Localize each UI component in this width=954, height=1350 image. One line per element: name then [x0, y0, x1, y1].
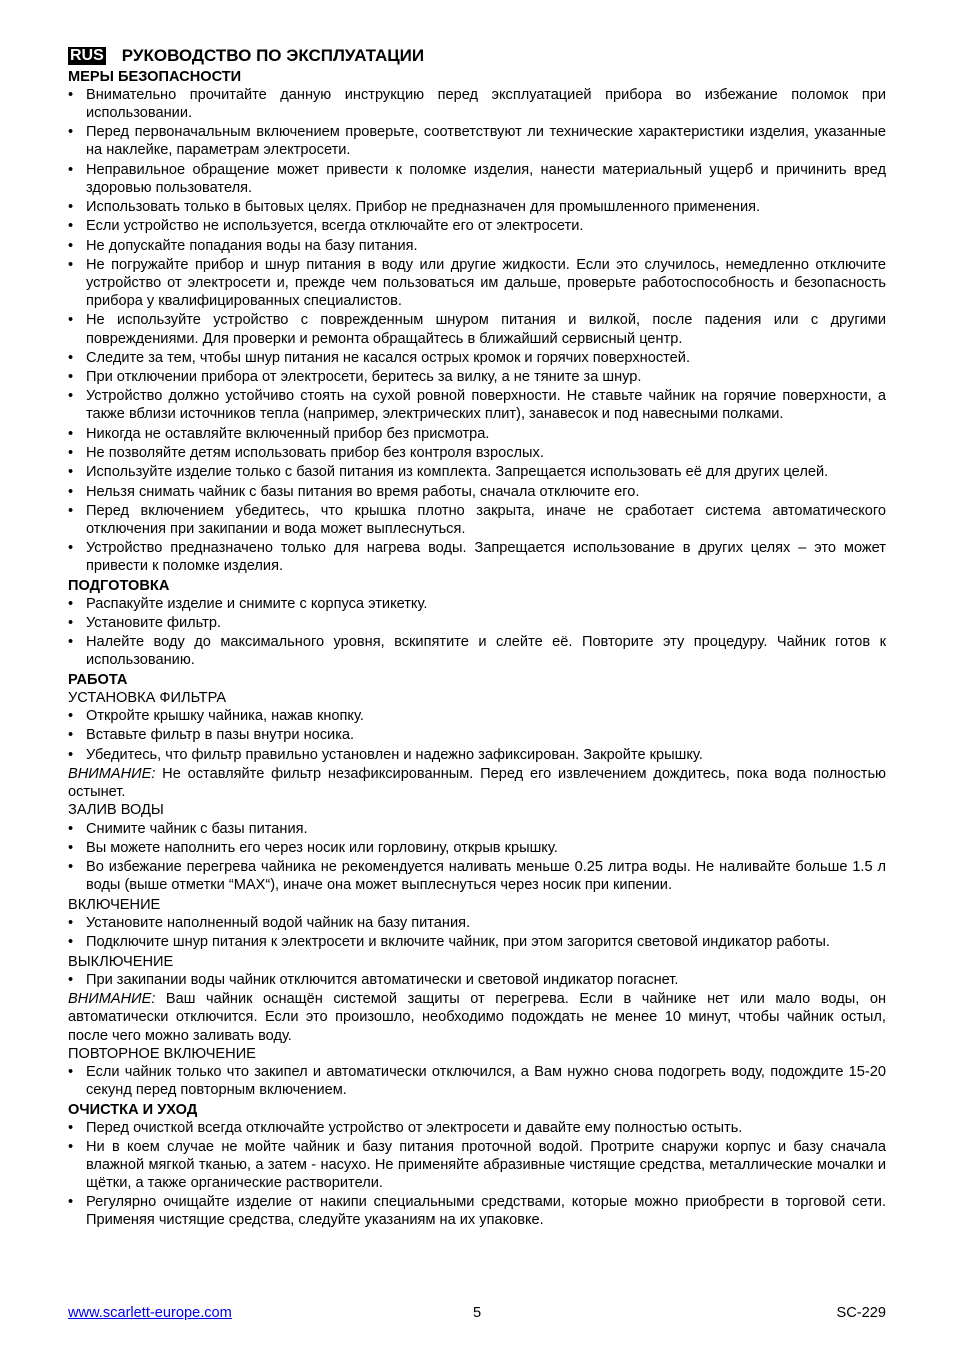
list-item: • Снимите чайник с базы питания.	[68, 820, 886, 838]
list-item: • Использовать только в бытовых целях. Прибор не предназначен для промышленного применения.	[68, 198, 886, 216]
list-item: • Распакуйте изделие и снимите с корпуса этикетку.	[68, 595, 886, 613]
off-note	[68, 990, 886, 1044]
language-badge: RUS	[70, 47, 104, 64]
list-item: • Следите за тем, чтобы шнур питания не касался острых кромок и горячих поверхностей.	[68, 349, 886, 367]
note-label: ВНИМАНИЕ:	[68, 991, 156, 1008]
list-item: • Если чайник только что закипел и автоматически отключился, а Вам нужно снова подогреть воду, подождите 15-20 секунд перед повторным включением.	[68, 1063, 886, 1099]
list-item: • Вы можете наполнить его через носик или горловину, открыв крышку.	[68, 839, 886, 857]
list-item: • Неправильное обращение может привести к поломке изделия, нанести материальный ущерб и причинить вред здоровью пользователя.	[68, 161, 886, 197]
list-item: • Ни в коем случае не мойте чайник и базу питания проточной водой. Протрите снаружи корпус и базу сначала влажной мягкой тканью, а затем - насухо. Не применяйте абразивные чистящие средства, металлические мочалки и щётки, а также органические растворители.	[68, 1138, 886, 1192]
list-item: • Внимательно прочитайте данную инструкцию перед эксплуатацией прибора во избежание поломок при использовании.	[68, 86, 886, 122]
on-heading: ВКЛЮЧЕНИЕ	[68, 896, 161, 913]
operation-heading: РАБОТА	[68, 671, 128, 688]
list-item: • Регулярно очищайте изделие от накипи специальными средствами, которые можно приобрести в торговой сети. Применяя чистящие средства, следуйте указаниям на их упаковке.	[68, 1193, 886, 1229]
note-label: ВНИМАНИЕ:	[68, 765, 156, 782]
website-link[interactable]: www.scarlett-europe.com	[68, 1305, 232, 1321]
safety-list	[68, 86, 886, 575]
prep-heading: ПОДГОТОВКА	[68, 577, 170, 594]
list-item: • Нельзя снимать чайник с базы питания во время работы, сначала отключите его.	[68, 483, 886, 501]
page-footer	[68, 1304, 886, 1322]
fill-list	[68, 820, 886, 895]
title-row	[68, 44, 886, 68]
list-item: • Используйте изделие только с базой питания из комплекта. Запрещается использовать её для других целей.	[68, 463, 886, 481]
filter-heading: УСТАНОВКА ФИЛЬТРА	[68, 689, 227, 706]
list-item: • Налейте воду до максимального уровня, вскипятите и слейте её. Повторите эту процедуру. Чайник готов к использованию.	[68, 633, 886, 669]
fill-heading: ЗАЛИВ ВОДЫ	[68, 802, 164, 819]
list-item: • Устройство должно устойчиво стоять на сухой ровной поверхности. Не ставьте чайник на горячие поверхности, а также вблизи источников тепла (например, электрических плит), занавесок и под навесными полками.	[68, 387, 886, 423]
list-item: • Если устройство не используется, всегда отключайте его от электросети.	[68, 217, 886, 235]
manual-page	[68, 44, 886, 1231]
list-item: • Не позволяйте детям использовать прибор без контроля взрослых.	[68, 444, 886, 462]
list-item: • Перед включением убедитесь, что крышка плотно закрыта, иначе не сработает система автоматического отключения при закипании и вода может выплеснуться.	[68, 502, 886, 538]
list-item: • Установите фильтр.	[68, 614, 886, 632]
list-item: • Не используйте устройство с поврежденным шнуром питания и вилкой, после падения или с другими повреждениями. Для проверки и ремонта обращайтесь в ближайший сервисный центр.	[68, 311, 886, 347]
restart-list	[68, 1063, 886, 1099]
filter-note	[68, 765, 886, 801]
list-item: • Не допускайте попадания воды на базу питания.	[68, 237, 886, 255]
list-item: • Установите наполненный водой чайник на базу питания.	[68, 914, 886, 932]
safety-heading: МЕРЫ БЕЗОПАСНОСТИ	[68, 69, 242, 85]
cleaning-heading: ОЧИСТКА И УХОД	[68, 1101, 198, 1118]
page-number: 5	[472, 1305, 482, 1321]
list-item: • Во избежание перегрева чайника не рекомендуется наливать меньше 0.25 литра воды. Не наливайте больше 1.5 л воды (выше отметки “MAX“), иначе она может выплеснуться через носик при кипении.	[68, 858, 886, 894]
list-item: • Никогда не оставляйте включенный прибор без присмотра.	[68, 425, 886, 443]
prep-list	[68, 595, 886, 670]
list-item: • Не погружайте прибор и шнур питания в воду или другие жидкости. Если это случилось, немедленно отключите устройство от электросети и, прежде чем пользоваться им дальше, проверьте работоспособность и безопасность прибора у квалифицированных специалистов.	[68, 256, 886, 310]
off-heading: ВЫКЛЮЧЕНИЕ	[68, 953, 174, 970]
filter-list	[68, 707, 886, 764]
list-item: • При закипании воды чайник отключится автоматически и световой индикатор погаснет.	[68, 971, 886, 989]
list-item: • Подключите шнур питания к электросети и включите чайник, при этом загорится световой индикатор работы.	[68, 933, 886, 951]
page-title: РУКОВОДСТВО ПО ЭКСПЛУАТАЦИИ	[121, 46, 425, 65]
list-item: • Вставьте фильтр в пазы внутри носика.	[68, 726, 886, 744]
list-item: • Откройте крышку чайника, нажав кнопку.	[68, 707, 886, 725]
list-item: • При отключении прибора от электросети, беритесь за вилку, а не тяните за шнур.	[68, 368, 886, 386]
off-list	[68, 971, 886, 989]
cleaning-list	[68, 1119, 886, 1230]
list-item: • Убедитесь, что фильтр правильно установлен и надежно зафиксирован. Закройте крышку.	[68, 746, 886, 764]
on-list	[68, 914, 886, 951]
note-text: Ваш чайник оснащён системой защиты от перегрева. Если в чайнике нет или мало воды, он автоматически отключится. Если это произошло, необходимо подождать не менее 10 минут, чтобы чайник остыл, после чего можно заливать воду.	[68, 991, 886, 1044]
list-item: • Перед первоначальным включением проверьте, соответствуют ли технические характеристики изделия, указанные на наклейке, параметрам электросети.	[68, 123, 886, 159]
note-text: Не оставляйте фильтр незафиксированным. Перед его извлечением дождитесь, пока вода полностью остынет.	[68, 765, 886, 800]
list-item: • Устройство предназначено только для нагрева воды. Запрещается использование в других целях – это может привести к поломке изделия.	[68, 539, 886, 575]
list-item: • Перед очисткой всегда отключайте устройство от электросети и давайте ему полностью остыть.	[68, 1119, 886, 1137]
restart-heading: ПОВТОРНОЕ ВКЛЮЧЕНИЕ	[68, 1045, 256, 1062]
model-number: SC-229	[836, 1305, 886, 1321]
